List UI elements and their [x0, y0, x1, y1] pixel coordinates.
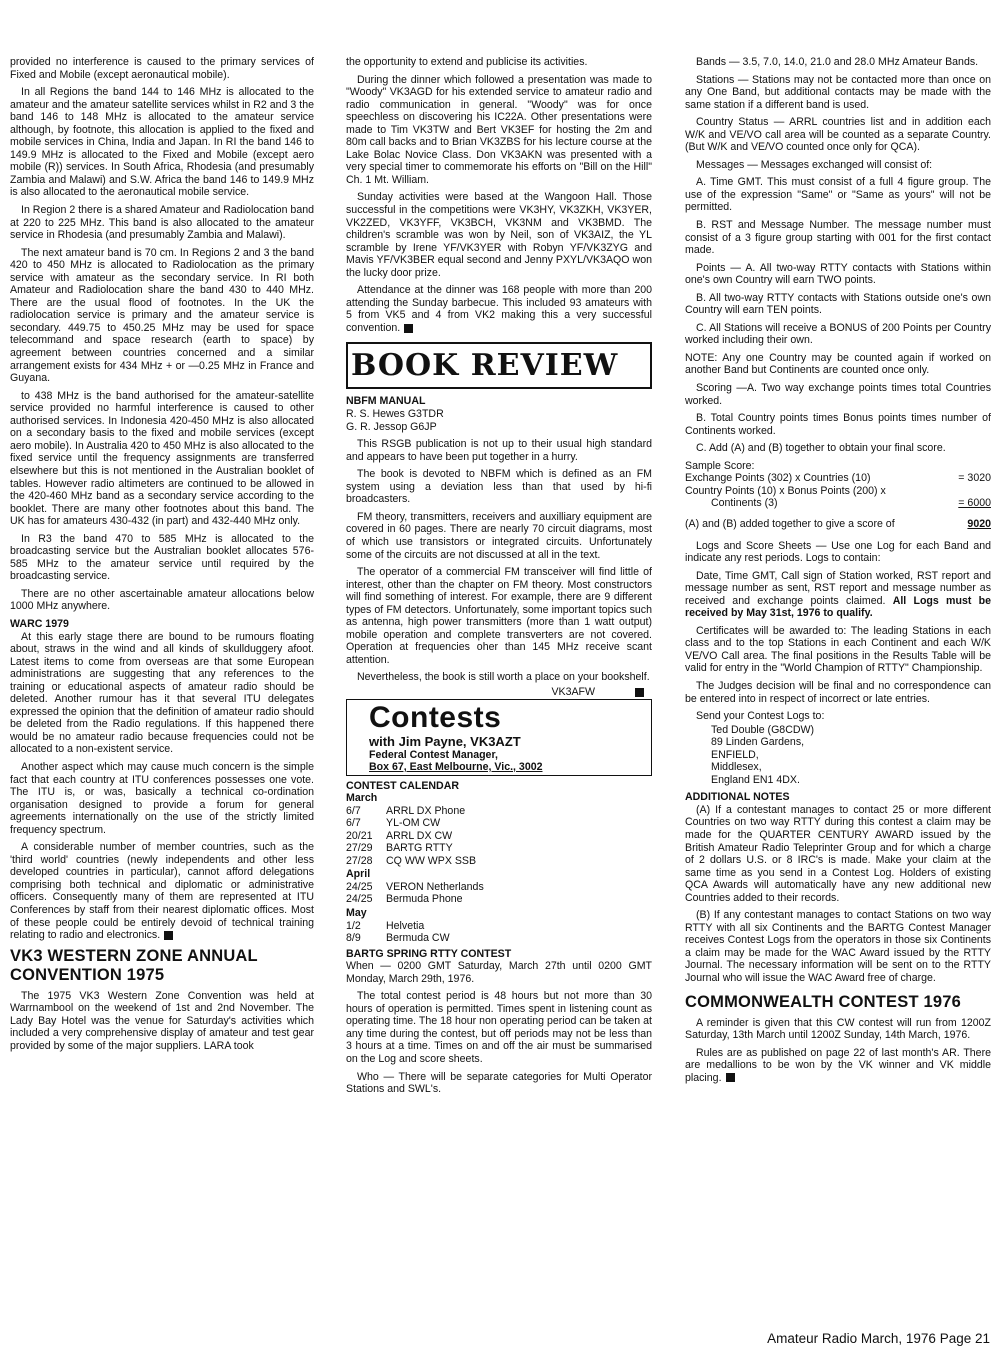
- paragraph: At this early stage there are bound to be rumours floating about, straws in the wind and all kinds of skullduggery afoot. Latest items to come from overseas are that some European administrations are suggesting that any references to the training or educational aspects of amateur radio should be deleted. Another rumour has it that several ITU delegates expressed the opinion that the definition of amateur radio should be deleted from the Radio regulations. If this happened there would be no amateur radio because frequencies could not be allocated to a non-existent service.: [10, 630, 314, 756]
- sample-label: Country Points (10) x Bonus Points (200) x: [685, 484, 886, 497]
- contests-manager: Federal Contest Manager,: [369, 748, 498, 761]
- column-3: [685, 56, 991, 1089]
- sample-value: = 6000: [958, 497, 991, 510]
- paragraph: Nevertheless, the book is still worth a place on your bookshelf.: [357, 671, 650, 684]
- sample-value: = 3020: [958, 472, 991, 485]
- calendar-event: YL-OM CW: [386, 817, 441, 830]
- paragraph: During the dinner which followed a presentation was made to "Woody" VK3AGD for his extended service to amateur radio and radio communication in general. "Woody" was for once speechless on discovering his IC22A. Other presentations were made to Tim VK3TW and Bert VK3EF for hosting the 2m and 80m call backs and to Brian VK3ZBS for his lecture course at the Lake Bolac Novice Class. Don VK3AKN was presented with a very special timer to commemorate his efforts on "Bill on the Hill" Ch. 1 Mt. William.: [346, 73, 652, 186]
- paragraph: In all Regions the band 144 to 146 MHz is allocated to the amateur and the amateur satellite services whilst in R2 and 3 the band 146 to 148 MHz is allocated to the amateur service although, by footnote, this allocation is applied to the fixed and mobile services in China, India and Japan. In RI the band 146 to 149.9 MHz is allocated to the Fixed and Mobile (except aero mobile (R)) services. In South Africa, Rhodesia (and presumably Zambia and Malawi) and S.W. Africa the band 146 to 149.9 MHz is also allocated to the aeronautical mobile service.: [10, 86, 314, 199]
- paragraph: [685, 1047, 991, 1085]
- additional-notes-heading: ADDITIONAL NOTES: [685, 791, 790, 804]
- calendar-date: 24/25: [346, 893, 373, 906]
- sample-label: (A) and (B) added together to give a score of: [685, 517, 895, 530]
- paragraph: Country Status — ARRL countries list and in addition each W/K and VE/VO call area will be counted as a separate Country. (But W/K and VE/VO counted once only for QCA).: [685, 116, 991, 154]
- calendar-date: 27/29: [346, 842, 373, 855]
- calendar-event: ARRL DX Phone: [386, 804, 466, 817]
- end-mark-icon: [635, 688, 644, 697]
- article-title-commonwealth: COMMONWEALTH CONTEST 1976: [685, 992, 962, 1011]
- sample-value: 9020: [967, 517, 991, 530]
- paragraph: Logs and Score Sheets — Use one Log for each Band and indicate any rest periods. Logs to contain:: [685, 539, 991, 565]
- paragraph: There are no other ascertainable amateur allocations below 1000 MHz anywhere.: [10, 587, 314, 613]
- paragraph: to 438 MHz is the band authorised for the amateur-satellite service provided no harmful interference is caused to other authorised services. In Indonesia 420-450 MHz is also allocated on a secondary basis to the fixed and mobile services (except aero mobile). In Australia 420 to 450 MHz is also allocated to the fixed service until the frequency assignments are transferred elsewhere but this is not mentioned in the Australian booklet of tables. However radio altimeters are continued to be allowed in the 420-460 MHz band as a secondary service according to the booklet. There are many other footnotes about this band. The UK has for amateurs 430-432 (in part) and 432-440 MHz only.: [10, 389, 314, 528]
- contests-address: Box 67, East Melbourne, Vic., 3002: [369, 761, 543, 774]
- paragraph: Scoring —A. Two way exchange points times total Countries worked.: [685, 382, 991, 407]
- sample-score-row: [685, 497, 991, 510]
- paragraph: This RSGB publication is not up to their usual high standard and appears to have been put together in a hurry.: [346, 438, 652, 463]
- calendar-date: 24/25: [346, 880, 373, 893]
- calendar-month: April: [346, 868, 371, 881]
- paragraph: [346, 284, 652, 334]
- calendar-table: [346, 920, 450, 945]
- sample-score-row: [685, 472, 991, 485]
- paragraph: B. Total Country points times Bonus points times number of Continents worked.: [685, 412, 991, 437]
- address-line: Ted Double (G8CDW): [711, 723, 815, 736]
- contests-banner: [346, 699, 652, 776]
- book-author: R. S. Hewes G3TDR: [346, 408, 444, 421]
- paragraph: The Judges decision will be final and no correspondence can be entered into in respect of incorrect or late entries.: [685, 679, 991, 705]
- paragraph-text: Attendance at the dinner was 168 people with more than 200 attending the Sunday barbecue. This included 93 amateurs with 5 from VK5 and 4 from VK2 making this a very successful convention.: [346, 284, 652, 334]
- paragraph: the opportunity to extend and publicise its activities.: [346, 56, 588, 68]
- paragraph: (B) If any contestant manages to contact Stations on two way RTTY with all six Continents and the BARTG Contest Manager receives Contest Logs from the operators in those six Continents a claim may be made for the WAC Award issued by the RTTY Journal. The necessary information will be sent on to the RTTY Journal who will issue the WAC Award free of charge.: [685, 909, 991, 984]
- paragraph: The book is devoted to NBFM which is defined as an FM system using a deviation less than that used by hi-fi broadcasters.: [346, 468, 652, 506]
- paragraph: Send your Contest Logs to:: [696, 710, 825, 723]
- paragraph: FM theory, transmitters, receivers and auxilliary equipment are covered in 60 pages. There are nearly 70 circuit diagrams, most of which use transistors or integrated circuits. Unfortunately some of the circuits are not discussed at all in the text.: [346, 510, 652, 561]
- calendar-row: [346, 817, 476, 830]
- sample-score-row: [685, 518, 991, 531]
- calendar-event: Helvetia: [386, 919, 425, 932]
- end-mark-icon: [726, 1073, 735, 1082]
- end-mark-icon: [404, 324, 413, 333]
- calendar-heading: CONTEST CALENDAR: [346, 779, 459, 792]
- reviewer-signature: [346, 686, 644, 699]
- paragraph-emphasis: All Logs must be received by May 31st, 1976 to qualify.: [685, 594, 991, 620]
- contest-calendar: [346, 792, 652, 945]
- calendar-event: Bermuda CW: [386, 932, 450, 945]
- contests-title: Contests: [369, 700, 502, 734]
- paragraph: (A) If a contestant manages to contact 25 or more different Countries on two way RTTY during this contest a claim may be made for the QUARTER CENTURY AWARD issued by the British Amateur Radio Teleprinter Group and for which a charge of 2 dollars U.S. or 8 IRC's is made. Make your claim at the same time as you send in a Contest Log. Holders of existing QCA Awards will automatically have any new additional new Countries added to their records.: [685, 803, 991, 904]
- paragraph: [10, 841, 314, 941]
- paragraph: provided no interference is caused to the primary services of Fixed and Mobile (except aeronautical mobile).: [10, 56, 314, 81]
- calendar-month: March: [346, 792, 378, 805]
- mailing-address: [685, 724, 991, 787]
- paragraph: When — 0200 GMT Saturday, March 27th until 0200 GMT Monday, March 29th, 1976.: [346, 960, 652, 985]
- paragraph: A. Time GMT. This must consist of a full 4 figure group. The use of the expression "Same" or "Same as yours" will not be permitted.: [685, 176, 991, 214]
- paragraph: C. Add (A) and (B) together to obtain your final score.: [696, 442, 946, 455]
- paragraph: The next amateur band is 70 cm. In Regions 2 and 3 the band 420 to 450 MHz is allocated to Radiolocation as the primary service with amateur as the secondary service. In RI both Amateur and Radiolocation share the band 430 to 440 MHz. There are the usual flood of footnotes. In the UK the radiolocation service is primary and the amateur service is secondary. 449.75 to 450.25 MHz may be used for space telecommand and space research (earth to space) by agreement between countries concerned and a similar arrangement exists for 434 MHz + or —0.25 MHz in France and Guyana.: [10, 246, 314, 385]
- address-line: Middlesex,: [711, 761, 762, 774]
- end-mark-icon: [164, 931, 173, 940]
- calendar-event: BARTG RTTY: [386, 842, 453, 855]
- paragraph: Sunday activities were based at the Wangoon Hall. Those successful in the competitions were VK3HY, VK3ZKH, VK3YER, VK2ZED, VK3YFF, VK3BCH, VK3NM and VK3BMD. The children's scramble was won by Neil, son of VK3AIZ, the YL scramble by Irene YF/VK3YER with Robyn YF/VK3ZYG and Mavis YF/VK3BER equal second and Jenny PXYL/VK3AQO won the lucky door prize.: [346, 191, 652, 279]
- book-review-banner: [346, 342, 652, 389]
- calendar-row: [346, 920, 450, 933]
- calendar-date: 27/28: [346, 854, 373, 867]
- paragraph: Stations — Stations may not be contacted more than once on any One Band, but additional contacts may be made with the same station if a different band is used.: [685, 73, 991, 111]
- calendar-row: [346, 830, 476, 843]
- address-line: England EN1 4DX.: [711, 773, 800, 786]
- section-heading-warc: WARC 1979: [10, 617, 69, 630]
- paragraph-text: Rules are as published on page 22 of last month's AR. There are medallions to be won by the VK winner and VK middle placing.: [685, 1046, 991, 1084]
- calendar-row: [346, 842, 476, 855]
- paragraph-text: A considerable number of member countries, such as the 'third world' countries (newly independents and other less developed countries in particular), cannot afford delegations comprising both technical and diplomatic or administrative officers. Consequently many of them are represented at ITU Conferences by staff from their nearest diplomatic offices. Most of these people could be entirely devoid of technical training relating to radio and electronics.: [10, 841, 314, 942]
- calendar-date: 6/7: [346, 804, 361, 817]
- paragraph: Certificates will be awarded to: The leading Stations in each class and to the top Stations in each Continent and each W/K VE/VO Call area. The final positions in the Results Table will be valid for entry in the "World Champion of RTTY" Championship.: [685, 624, 991, 675]
- calendar-event: VERON Netherlands: [386, 880, 484, 893]
- paragraph: In Region 2 there is a shared Amateur and Radiolocation band at 220 to 225 MHz. This band is also allocated to the amateur service in Rhodesia (and presumably Zambia and Malawi).: [10, 204, 314, 242]
- column-1: [10, 56, 314, 1057]
- calendar-row: [346, 805, 476, 818]
- book-review-title: BOOK REVIEW: [351, 348, 619, 384]
- paragraph-text: Date, Time GMT, Call sign of Station worked, RST report and message number as sent, RST report and message number as received and exchange points claimed.: [685, 569, 991, 607]
- sample-label: Continents (3): [711, 497, 778, 510]
- bartg-heading: BARTG SPRING RTTY CONTEST: [346, 947, 512, 960]
- address-line: 89 Linden Gardens,: [711, 736, 805, 749]
- paragraph: In R3 the band 470 to 585 MHz is allocated to the broadcasting service but the Australian booklet allocates 576-585 MHz to the amateur service until required by the broadcasting service.: [10, 532, 314, 583]
- book-title: NBFM MANUAL: [346, 395, 426, 408]
- calendar-row: [346, 932, 450, 945]
- sample-label: Exchange Points (302) x Countries (10): [685, 472, 871, 485]
- paragraph: NOTE: Any one Country may be counted again if worked on another Band but Continents are counted once only.: [685, 351, 991, 377]
- paragraph: The operator of a commercial FM transceiver will find little of interest, other than the chapter on FM theory. Most constructors will find something of interest. For example, there are 9 different types of FM detectors. Unfortunately, some important topics such as antenna, high power transmitters (more than 1 watt output) mobile operation and complete transverters are not covered. Operation at frequencies oher than 145 MHz receive scant attention.: [346, 566, 652, 666]
- column-2: [346, 56, 652, 1101]
- paragraph: The total contest period is 48 hours but not more than 30 hours of operation is permitted. Times spent in listening count as operating time. The 18 hour non operating period can be taken at any time during the contest, but off periods may not be less than 3 hours at a time. Times on and off the air must be summarised on the Log and score sheets.: [346, 990, 652, 1065]
- paragraph: B. RST and Message Number. The message number must consist of a 3 figure group starting with 001 for the first contact made.: [685, 219, 991, 257]
- article-title-vk3-convention: VK3 WESTERN ZONE ANNUAL CONVENTION 1975: [10, 946, 258, 984]
- calendar-date: 8/9: [346, 932, 361, 945]
- contests-editor: with Jim Payne, VK3AZT: [369, 733, 521, 749]
- paragraph: A reminder is given that this CW contest will run from 1200Z Saturday, 13th March until 1200Z Sunday, 14th March, 1976.: [685, 1016, 991, 1042]
- sample-score-heading: Sample Score:: [685, 459, 755, 472]
- page-footer: Amateur Radio March, 1976 Page 21: [767, 1331, 990, 1346]
- calendar-table: [346, 881, 484, 906]
- calendar-row: [346, 881, 484, 894]
- calendar-row: [346, 855, 476, 868]
- calendar-row: [346, 893, 484, 906]
- calendar-event: CQ WW WPX SSB: [386, 854, 477, 867]
- calendar-table: [346, 805, 476, 868]
- paragraph: Who — There will be separate categories for Multi Operator Stations and SWL's.: [346, 1070, 652, 1096]
- paragraph: C. All Stations will receive a BONUS of 200 Points per Country worked including their own.: [685, 321, 991, 347]
- paragraph: Messages — Messages exchanged will consist of:: [696, 158, 933, 171]
- paragraph: [685, 570, 991, 620]
- paragraph: Another aspect which may cause much concern is the simple fact that each country at ITU conferences possesses one vote. The ITU is, or was, basically a technical co-ordination organisation designed to provide a forum for general agreements internationally on the use of the strictly limited frequency spectrum.: [10, 760, 314, 836]
- paragraph: Bands — 3.5, 7.0, 14.0, 21.0 and 28.0 MHz Amateur Bands.: [696, 56, 979, 68]
- calendar-event: Bermuda Phone: [386, 893, 463, 906]
- paragraph: Points — A. All two-way RTTY contacts with Stations within one's own Country will earn TWO points.: [685, 261, 991, 287]
- paragraph: The 1975 VK3 Western Zone Convention was held at Warrnambool on the weekend of 1st and 2nd November. The Lady Bay Hotel was the venue for Saturday's activities which included a very comprehensive display of amateur and test gear provided by some of the major suppliers. LARA took: [10, 989, 314, 1052]
- calendar-month: May: [346, 906, 367, 919]
- reviewer-callsign: VK3AFW: [551, 685, 595, 698]
- paragraph: B. All two-way RTTY contacts with Stations outside one's own Country will earn TEN points.: [685, 291, 991, 317]
- calendar-date: 1/2: [346, 919, 361, 932]
- book-author: G. R. Jessop G6JP: [346, 420, 437, 433]
- calendar-date: 20/21: [346, 829, 373, 842]
- address-line: ENFIELD,: [711, 748, 759, 761]
- calendar-event: ARRL DX CW: [386, 829, 453, 842]
- calendar-date: 6/7: [346, 817, 361, 830]
